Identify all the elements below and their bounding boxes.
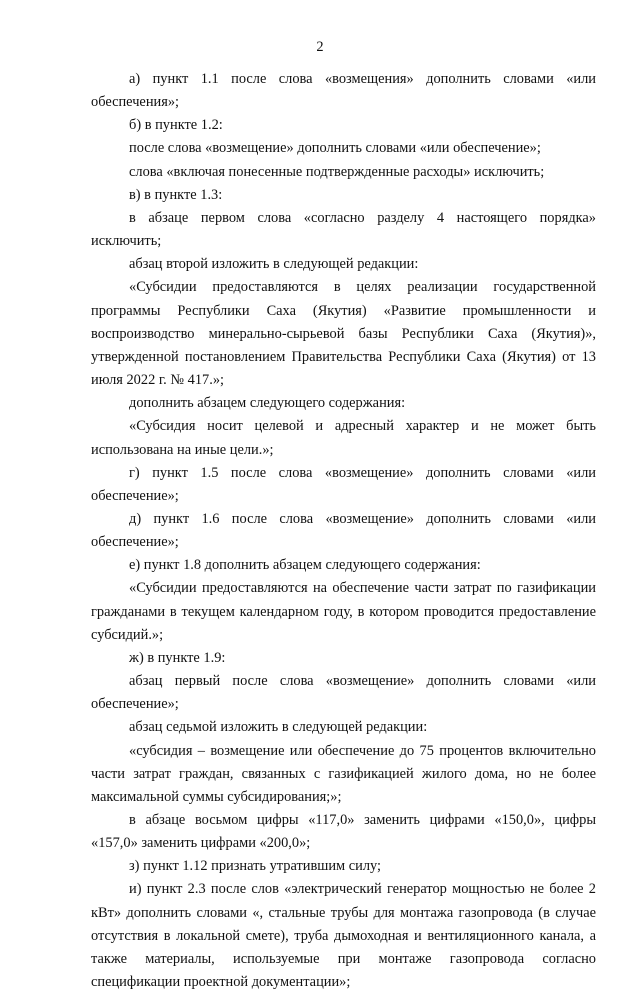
document-body	[91, 68, 596, 994]
paragraph-zh-3: в абзаце восьмом цифры «117,0» заменить цифрами «150,0», цифры «157,0» заменить цифрами «200,0»;	[91, 812, 596, 852]
paragraph-a: а) пункт 1.1 после слова «возмещения» дополнить словами «или обеспечения»;	[91, 71, 596, 111]
paragraph-b-1: после слова «возмещение» дополнить словами «или обеспечение»;	[129, 140, 541, 157]
paragraph-z: з) пункт 1.12 признать утратившим силу;	[129, 858, 382, 875]
paragraph-b: б) в пункте 1.2:	[129, 117, 223, 134]
paragraph-g: г) пункт 1.5 после слова «возмещение» дополнить словами «или обеспечение»;	[91, 464, 596, 504]
paragraph-v-1: в абзаце первом слова «согласно разделу 4 настоящего порядка» исключить;	[91, 209, 596, 250]
page-number: 2	[316, 39, 324, 55]
paragraph-i: и) пункт 2.3 после слов «электрический генератор мощностью не более 2 кВт» дополнить словами «, стальные трубы для монтажа газопровода (в случае отсутствия в локальной смете), труба дымоходная и вентиляционного канала, а также материалы, используемые при монтаже газопровода согласно спецификации проектной документации»;	[91, 881, 596, 991]
paragraph-d: д) пункт 1.6 после слова «возмещение» дополнить словами «или обеспечение»;	[91, 510, 596, 551]
paragraph-zh-2: абзац седьмой изложить в следующей редакции:	[129, 719, 428, 736]
paragraph-b-2: слова «включая понесенные подтвержденные расходы» исключить;	[129, 163, 545, 180]
paragraph-zh: ж) в пункте 1.9:	[129, 649, 226, 666]
paragraph-e-quote: «Субсидии предоставляются на обеспечение части затрат по газификации гражданами в текущем календарном году, в котором проводится предоставление субсидий.»;	[91, 580, 596, 643]
paragraph-v: в) в пункте 1.3:	[129, 186, 223, 203]
paragraph-v-quote-1: «Субсидии предоставляются в целях реализации государственной программы Республики Саха (Якутия) «Развитие промышленности и воспроизводство минерально-сырьевой базы Республики Саха (Якутия)», утвержденной постановлением Правительства Республики Саха (Якутия) от 13 июля 2022 г. № 417.»;	[91, 279, 596, 389]
paragraph-v-2: абзац второй изложить в следующей редакции:	[129, 256, 419, 273]
paragraph-v-3: дополнить абзацем следующего содержания:	[129, 395, 406, 412]
paragraph-e: е) пункт 1.8 дополнить абзацем следующего содержания:	[129, 557, 481, 574]
paragraph-zh-quote: «субсидия – возмещение или обеспечение до 75 процентов включительно части затрат граждан, связанных с газификацией жилого дома, но не более максимальной суммы субсидирования;»;	[91, 742, 596, 805]
paragraph-zh-1: абзац первый после слова «возмещение» дополнить словами «или обеспечение»;	[91, 673, 596, 713]
paragraph-v-quote-2: «Субсидия носит целевой и адресный характер и не может быть использована на иные цели.»;	[91, 418, 596, 458]
